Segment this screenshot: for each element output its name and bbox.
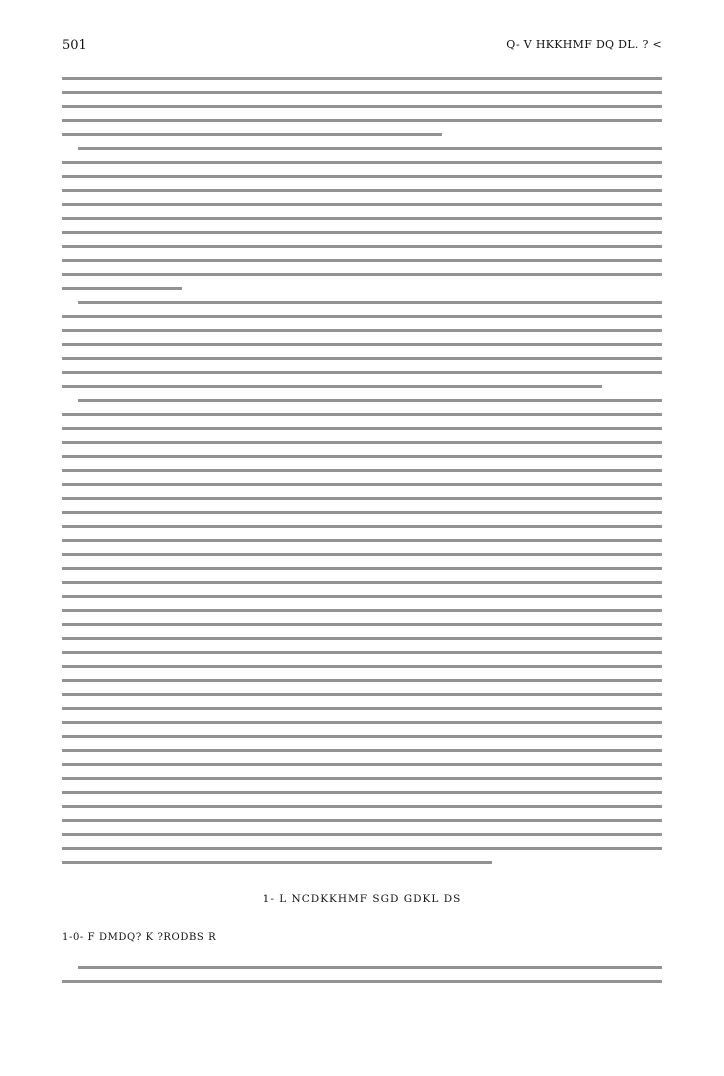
- text-line: [62, 469, 662, 472]
- text-line: [62, 161, 662, 164]
- paragraph-2: [62, 147, 662, 290]
- text-line: [62, 441, 662, 444]
- text-line: [62, 231, 662, 234]
- text-line: [62, 609, 662, 612]
- text-line: [62, 189, 662, 192]
- text-line: [62, 511, 662, 514]
- text-line: [78, 301, 662, 304]
- text-line: [62, 581, 662, 584]
- text-line: [62, 133, 442, 136]
- text-line: [62, 105, 662, 108]
- text-line: [62, 91, 662, 94]
- text-line: [62, 707, 662, 710]
- text-line: [62, 539, 662, 542]
- page-number: 501: [62, 38, 87, 53]
- text-line: [62, 847, 662, 850]
- text-line: [62, 980, 662, 983]
- paragraph-3: [62, 301, 662, 388]
- text-line: [62, 357, 662, 360]
- text-line: [62, 763, 662, 766]
- body-text: [62, 66, 662, 873]
- text-line: [62, 791, 662, 794]
- text-line: [62, 665, 662, 668]
- text-line: [62, 637, 662, 640]
- text-line: [62, 329, 662, 332]
- section-body: [62, 958, 662, 992]
- text-line: [62, 623, 662, 626]
- text-line: [62, 203, 662, 206]
- text-line: [62, 315, 662, 318]
- text-line: [62, 721, 662, 724]
- text-line: [62, 525, 662, 528]
- text-line: [62, 819, 662, 822]
- text-line: [62, 175, 662, 178]
- text-line: [62, 245, 662, 248]
- text-line: [62, 385, 602, 388]
- text-line: [62, 413, 662, 416]
- text-line: [62, 427, 662, 430]
- text-line: [62, 679, 662, 682]
- text-line: [78, 147, 662, 150]
- text-line: [62, 651, 662, 654]
- running-head: Q- V HKKHMF DQ DL. ? <: [506, 38, 662, 51]
- text-line: [62, 595, 662, 598]
- text-line: [62, 735, 662, 738]
- text-line: [62, 805, 662, 808]
- text-line: [62, 259, 662, 262]
- section-title: 1- L NCDKKHMF SGD GDKL DS: [262, 893, 462, 905]
- text-line: [62, 861, 492, 864]
- subsection-title: 1-0- F DMDQ? K ?RODBS R: [62, 932, 217, 943]
- text-line: [62, 287, 182, 290]
- text-line: [62, 567, 662, 570]
- text-line: [78, 399, 662, 402]
- text-line: [62, 77, 662, 80]
- text-line: [62, 371, 662, 374]
- text-line: [62, 777, 662, 780]
- page-header: [62, 38, 662, 56]
- text-line: [62, 749, 662, 752]
- text-line: [62, 483, 662, 486]
- paragraph-1: [62, 77, 662, 136]
- text-line: [62, 693, 662, 696]
- text-line: [62, 343, 662, 346]
- text-line: [62, 217, 662, 220]
- text-line: [62, 497, 662, 500]
- text-line: [62, 273, 662, 276]
- text-line: [62, 455, 662, 458]
- text-line: [62, 833, 662, 836]
- text-line: [62, 553, 662, 556]
- text-line: [78, 966, 662, 969]
- paragraph-4: [62, 399, 662, 864]
- text-line: [62, 119, 662, 122]
